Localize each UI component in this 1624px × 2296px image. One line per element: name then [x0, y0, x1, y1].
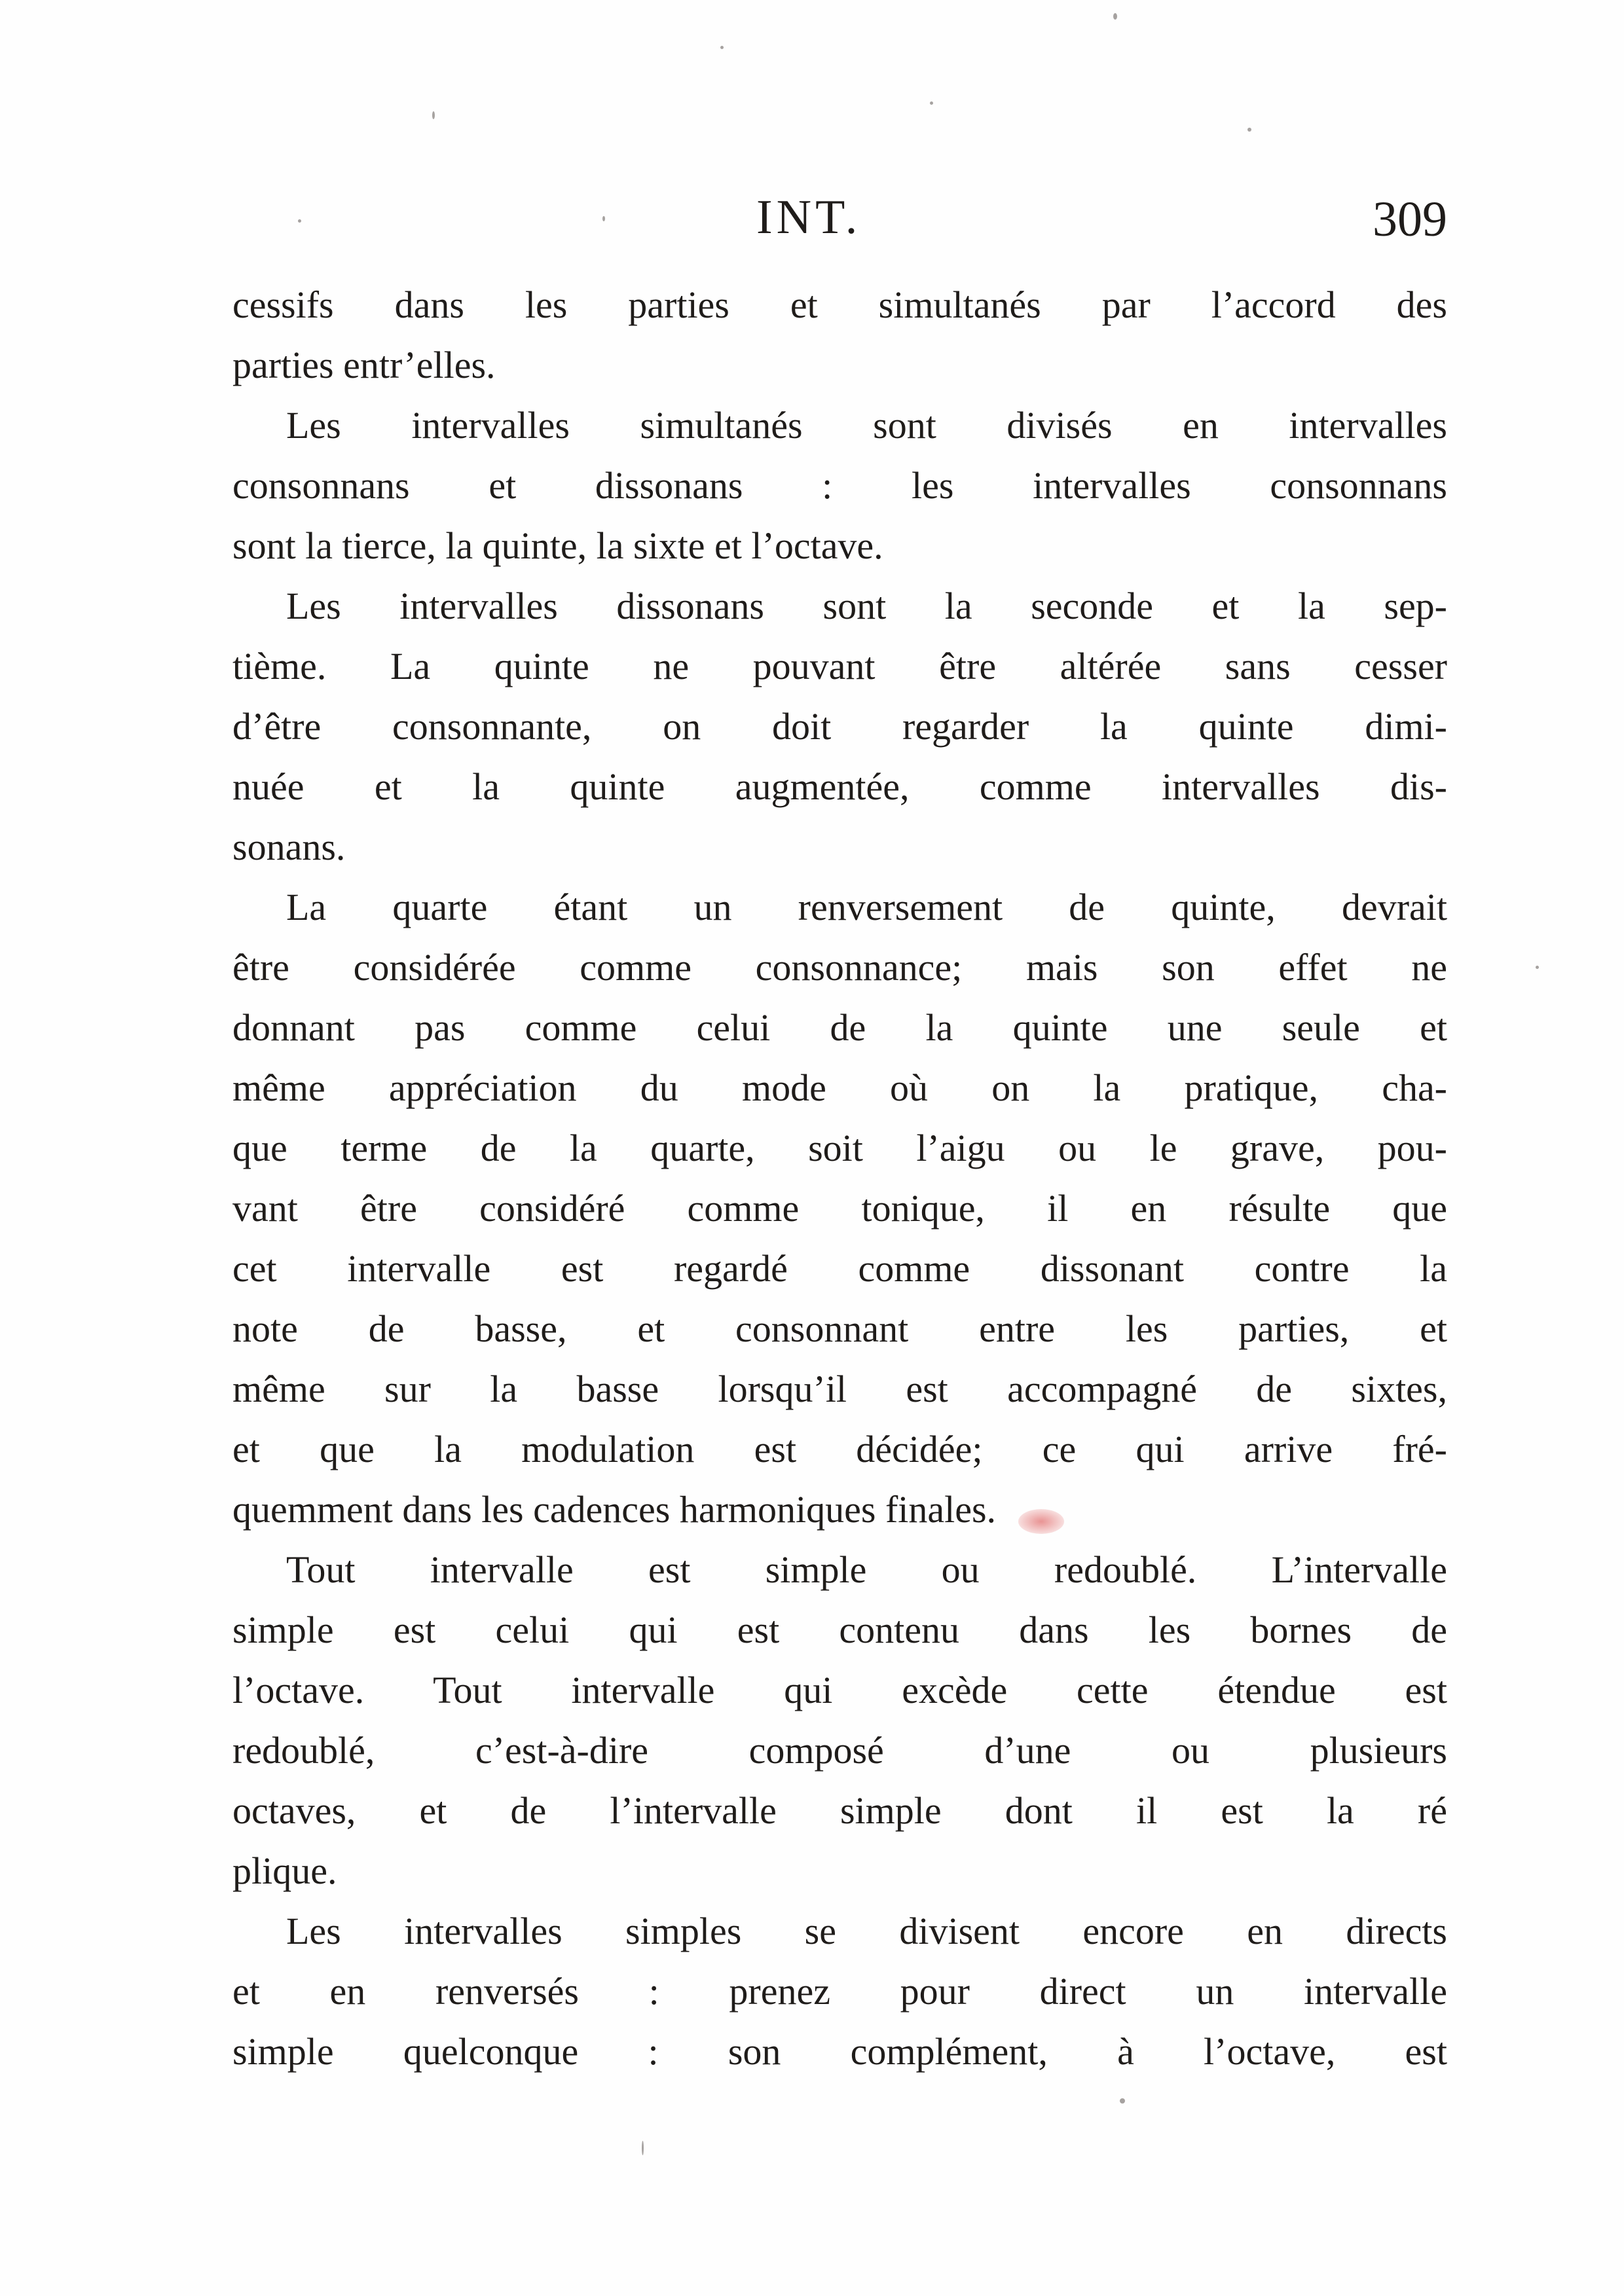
paper-speck [432, 111, 435, 119]
paper-speck [1536, 966, 1539, 969]
text-line: même appréciation du mode où on la pratique, cha- [232, 1066, 1447, 1109]
text-line: simple quelconque : son complément, à l’octave, est [232, 2030, 1447, 2073]
text-line: quemment dans les cadences harmoniques finales. [232, 1488, 997, 1531]
text-line: Les intervalles simultanés sont divisés en intervalles [286, 404, 1447, 446]
paper-speck [1247, 128, 1251, 132]
text-line: et en renversés : prenez pour direct un intervalle [232, 1970, 1447, 2013]
text-line: nuée et la quinte augmentée, comme intervalles dis- [232, 765, 1447, 808]
text-line: consonnans et dissonans : les intervalles consonnans [232, 464, 1447, 507]
text-line: sonans. [232, 826, 346, 868]
body-text [232, 275, 1447, 2082]
red-ink-stain [1018, 1509, 1064, 1534]
text-line: Les intervalles dissonans sont la seconde et la sep- [286, 585, 1447, 627]
text-line: l’octave. Tout intervalle qui excède cette étendue est [232, 1669, 1447, 1711]
text-line: cessifs dans les parties et simultanés par l’accord des [232, 283, 1447, 326]
paper-speck [642, 2141, 644, 2155]
paper-speck [930, 101, 933, 105]
page-number: 309 [1373, 192, 1447, 247]
text-line: sont la tierce, la quinte, la sixte et l’octave. [232, 524, 883, 567]
text-line: note de basse, et consonnant entre les parties, et [232, 1307, 1447, 1350]
text-line: octaves, et de l’intervalle simple dont il est la ré [232, 1789, 1447, 1832]
text-line: que terme de la quarte, soit l’aigu ou le grave, pou- [232, 1127, 1447, 1169]
text-line: Les intervalles simples se divisent encore en directs [286, 1910, 1447, 1952]
paper-speck [1120, 2098, 1125, 2104]
text-line: simple est celui qui est contenu dans les bornes de [232, 1609, 1447, 1651]
text-line: tième. La quinte ne pouvant être altérée sans cesser [232, 645, 1447, 687]
text-line: La quarte étant un renversement de quinte, devrait [286, 886, 1447, 928]
text-line: parties entr’elles. [232, 344, 496, 386]
text-line: redoublé, c’est-à-dire composé d’une ou plusieurs [232, 1729, 1447, 1772]
text-line: et que la modulation est décidée; ce qui arrive fré- [232, 1428, 1447, 1470]
paper-speck [298, 219, 301, 223]
text-line: donnant pas comme celui de la quinte une seule et [232, 1006, 1447, 1049]
text-line: cet intervalle est regardé comme dissonant contre la [232, 1247, 1447, 1290]
text-line: même sur la basse lorsqu’il est accompagné de sixtes, [232, 1368, 1447, 1410]
running-head: INT. [756, 191, 862, 244]
text-line: être considérée comme consonnance; mais son effet ne [232, 946, 1447, 989]
text-line: vant être considéré comme tonique, il en résulte que [232, 1187, 1447, 1230]
text-line: Tout intervalle est simple ou redoublé. L’intervalle [286, 1548, 1447, 1591]
text-line: d’être consonnante, on doit regarder la quinte dimi- [232, 705, 1447, 748]
paper-speck [602, 216, 605, 221]
text-line: plique. [232, 1850, 337, 1892]
paper-speck [720, 46, 724, 49]
page-header [232, 190, 1447, 262]
paper-speck [1113, 13, 1117, 20]
